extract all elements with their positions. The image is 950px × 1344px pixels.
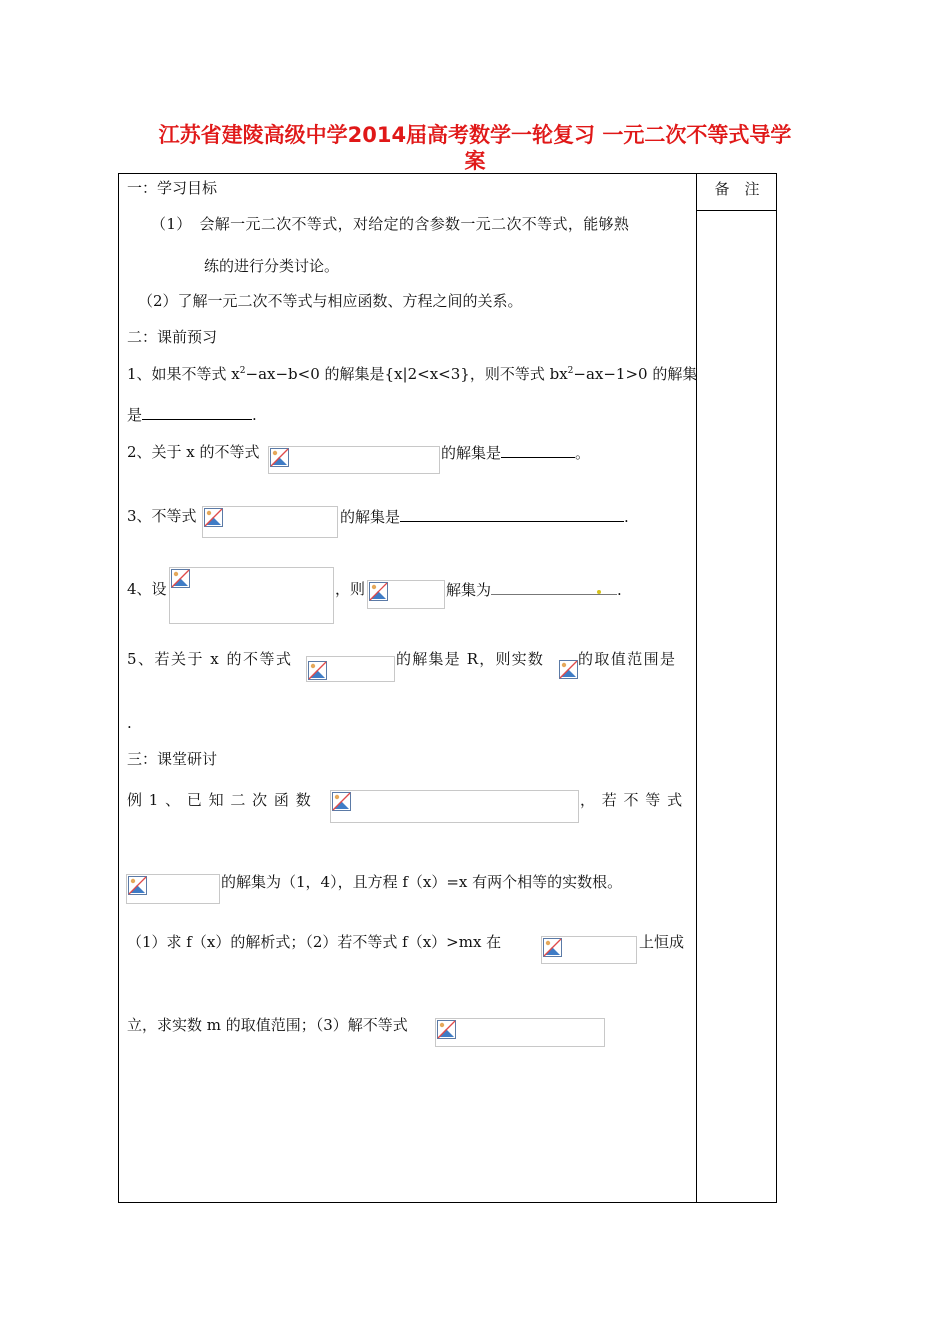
title-line-2: 案 — [464, 149, 486, 173]
formula-image — [169, 567, 334, 624]
question-4-text: 解集为 — [446, 581, 492, 599]
question-2-text: 的解集是 — [441, 444, 502, 462]
question-1-line-1 — [127, 364, 697, 384]
broken-image-icon — [128, 876, 147, 895]
question-2-suffix — [441, 442, 590, 463]
section-heading-objectives: 一：学习目标 — [127, 179, 218, 197]
question-4-end: . — [617, 581, 622, 599]
objective-1-line-2: 练的进行分类讨论。 — [204, 257, 340, 275]
answer-blank-3[interactable] — [400, 506, 624, 522]
question-1-part-a: 1、如果不等式 x — [127, 365, 240, 383]
question-3-text: 的解集是 — [340, 508, 401, 526]
example-1-tasks-line-2: 立，求实数 m 的取值范围；（3）解不等式 — [127, 1016, 408, 1034]
question-5-answer-dot: . — [127, 714, 132, 732]
formula-image — [435, 1018, 605, 1047]
question-5-middle: 的解集是 R，则实数 — [396, 650, 545, 668]
example-1-tasks-suffix: 上恒成 — [639, 933, 685, 951]
broken-image-icon — [270, 448, 289, 467]
objective-1-line-1: （1） 会解一元二次不等式，对给定的含参数一元二次不等式，能够熟 — [151, 215, 630, 233]
broken-image-icon — [437, 1020, 456, 1039]
formula-image — [558, 658, 578, 680]
section-heading-class-discussion: 三：课堂研讨 — [127, 750, 218, 768]
broken-image-icon — [204, 508, 223, 527]
remark-column-header: 备 注 — [714, 180, 760, 198]
formula-image — [202, 506, 338, 538]
question-3-end: . — [624, 508, 629, 526]
broken-image-icon — [308, 661, 327, 680]
question-3-prefix: 3、不等式 — [127, 507, 197, 525]
column-divider — [696, 173, 697, 1203]
formula-image — [268, 446, 440, 474]
broken-image-icon — [543, 938, 562, 957]
question-1-part-b: −ax−b<0 的解集是{x|2<x<3}，则不等式 bx — [245, 365, 568, 383]
question-4-suffix — [446, 579, 622, 600]
question-4-middle: ，则 — [335, 580, 366, 598]
superscript-2: 2 — [567, 366, 574, 376]
question-5-prefix: 5、若关于 x 的不等式 — [127, 650, 293, 668]
section-heading-preview: 二：课前预习 — [127, 328, 218, 346]
question-1-line-2 — [127, 404, 257, 425]
example-1-prefix: 例 1 、 已 知 二 次 函 数 — [127, 791, 312, 809]
example-1-condition: 的解集为（1，4），且方程 f（x）=x 有两个相等的实数根。 — [221, 873, 623, 891]
broken-image-icon — [559, 660, 578, 679]
decorative-dot — [597, 590, 601, 594]
question-1-part-c: −ax−1>0 的解集 — [573, 365, 698, 383]
title-line-1: 江苏省建陵高级中学2014届高考数学一轮复习 一元二次不等式导学 — [158, 123, 792, 147]
question-1-period: . — [252, 406, 257, 424]
example-1-comma: ， 若 不 等 式 — [580, 791, 684, 809]
answer-blank-2[interactable] — [501, 442, 575, 458]
formula-image — [541, 936, 637, 964]
objective-2: （2）了解一元二次不等式与相应函数、方程之间的关系。 — [138, 292, 523, 310]
superscript-2: 2 — [239, 366, 246, 376]
question-2-prefix: 2、关于 x 的不等式 — [127, 443, 260, 461]
formula-image — [126, 874, 220, 904]
formula-image — [306, 656, 395, 682]
question-3-suffix — [340, 506, 629, 527]
broken-image-icon — [369, 582, 388, 601]
formula-image — [367, 580, 445, 609]
formula-image — [330, 790, 579, 823]
document-title — [120, 122, 830, 174]
remark-header-divider — [697, 210, 777, 211]
question-2-end: 。 — [575, 444, 591, 462]
broken-image-icon — [332, 792, 351, 811]
question-1-prefix: 是 — [127, 406, 143, 424]
example-1-tasks-line-1: （1）求 f（x）的解析式；（2）若不等式 f（x）>mx 在 — [127, 933, 502, 951]
answer-blank-1[interactable] — [142, 404, 252, 420]
question-4-prefix: 4、设 — [127, 580, 167, 598]
broken-image-icon — [171, 569, 190, 588]
question-5-suffix: 的取值范围是 — [578, 650, 677, 668]
